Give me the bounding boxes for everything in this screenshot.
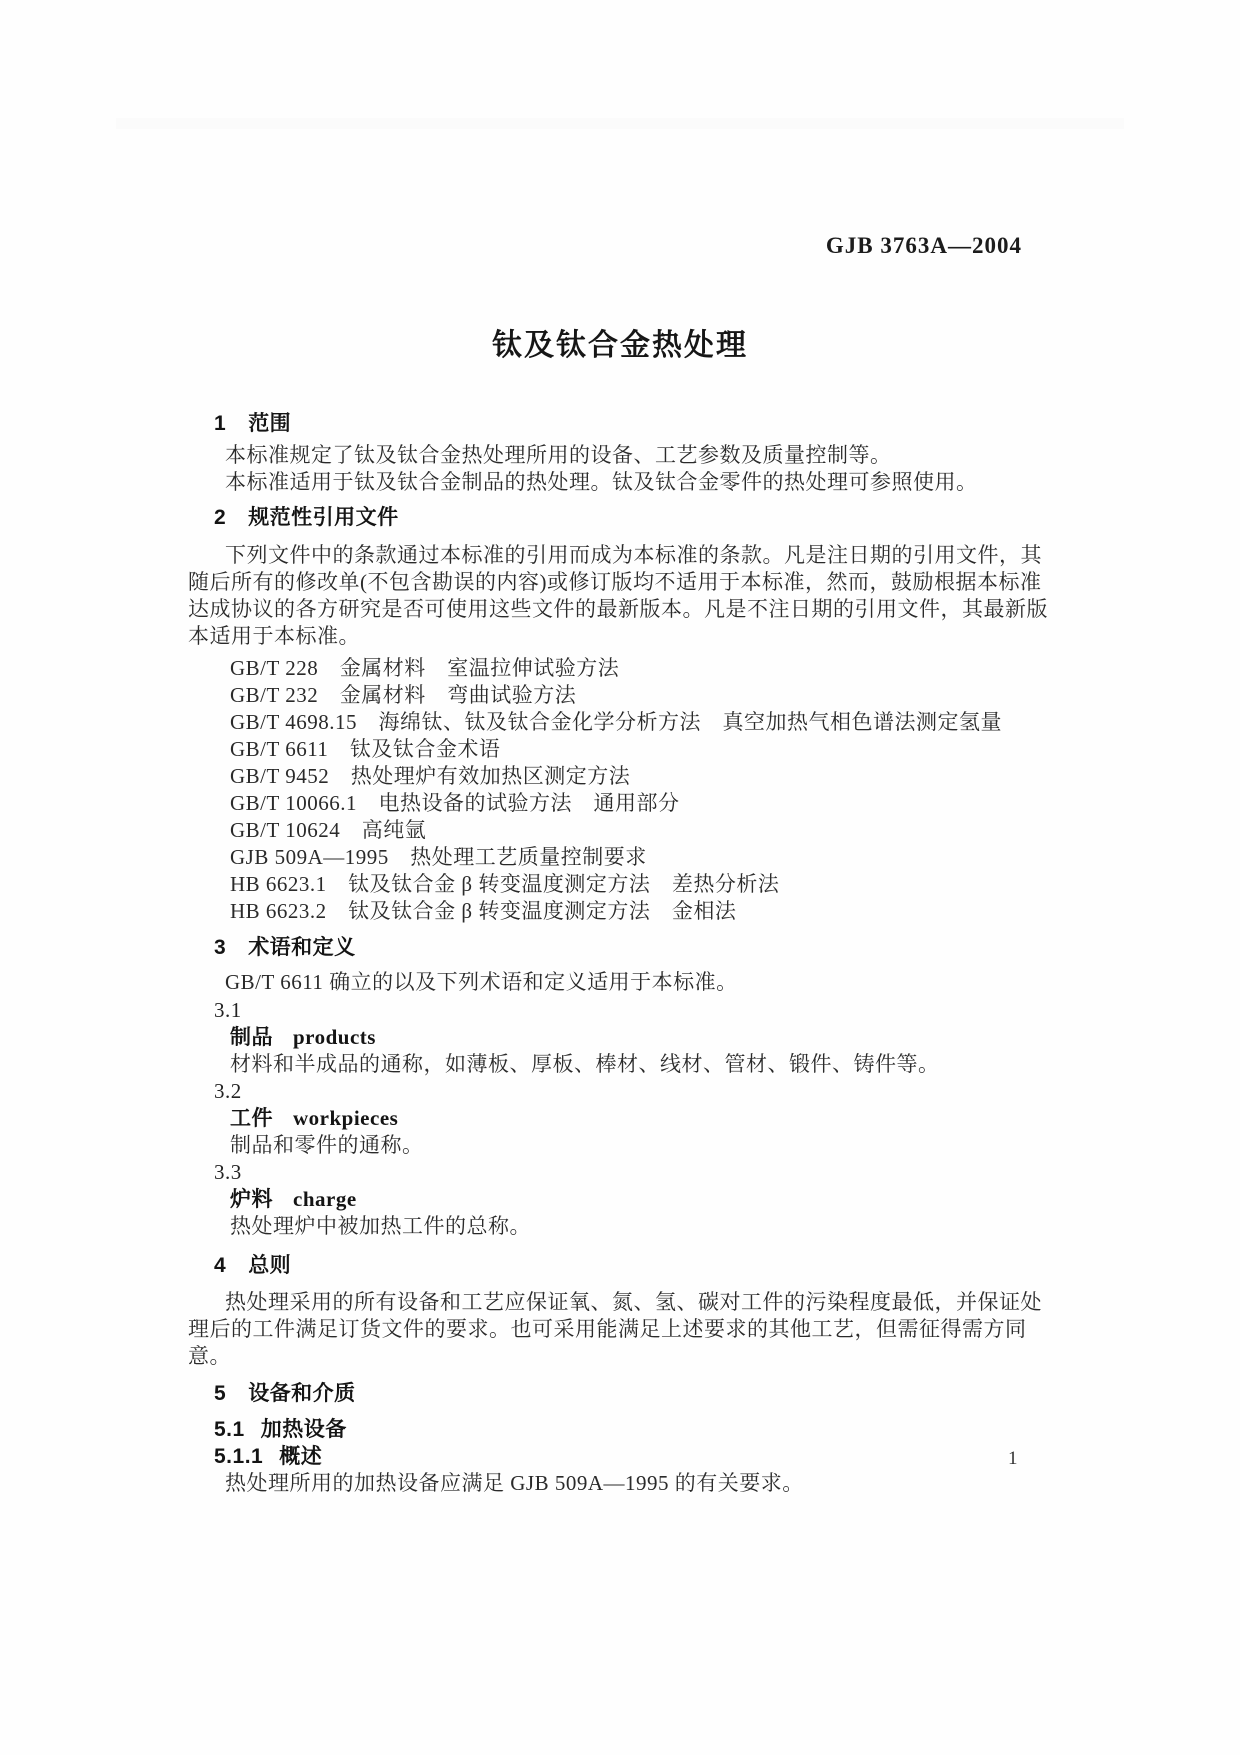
paragraph: 热处理所用的加热设备应满足 GJB 509A—1995 的有关要求。	[225, 1471, 804, 1495]
reference-item: GB/T 232 金属材料 弯曲试验方法	[230, 683, 577, 707]
term-number: 3.3	[214, 1160, 242, 1184]
section-number: 5	[214, 1382, 227, 1405]
section-number: 4	[214, 1254, 227, 1277]
term-name	[230, 1024, 1060, 1051]
section-heading-general	[214, 1252, 1060, 1279]
term-number: 3.1	[214, 998, 242, 1022]
section-number: 5.1	[214, 1418, 245, 1441]
reference-item: HB 6623.2 钛及钛合金 β 转变温度测定方法 金相法	[230, 899, 737, 923]
paragraph: 本标准适用于钛及钛合金制品的热处理。钛及钛合金零件的热处理可参照使用。	[225, 470, 978, 494]
doc-number: GJB 3763A—2004	[825, 233, 1022, 258]
reference-item: GJB 509A—1995 热处理工艺质量控制要求	[230, 845, 647, 869]
paragraph: 下列文件中的条款通过本标准的引用而成为本标准的条款。凡是注日期的引用文件，其随后所有的修改单(不包含勘误的内容)或修订版均不适用于本标准，然而，鼓励根据本标准达成协议的各方研究是否可使用这些文件的最新版本。凡是不注日期的引用文件，其最新版本适用于本标准。	[188, 543, 1048, 648]
reference-item: GB/T 6611 钛及钛合金术语	[230, 737, 501, 761]
paragraph: GB/T 6611 确立的以及下列术语和定义适用于本标准。	[225, 970, 738, 994]
page-number: 1	[1008, 1448, 1018, 1469]
term-name	[230, 1105, 1060, 1132]
term-definition: 热处理炉中被加热工件的总称。	[230, 1214, 531, 1238]
section-title: 规范性引用文件	[248, 506, 399, 529]
page-title: 钛及钛合金热处理	[492, 329, 748, 362]
term-name-en: charge	[293, 1187, 357, 1211]
term-definition: 制品和零件的通称。	[230, 1133, 424, 1157]
paragraph: 热处理采用的所有设备和工艺应保证氧、氮、氢、碳对工件的污染程度最低，并保证处理后的工件满足订货文件的要求。也可采用能满足上述要求的其他工艺，但需征得需方同意。	[188, 1290, 1042, 1368]
section-number: 3	[214, 936, 227, 959]
section-number: 5.1.1	[214, 1445, 264, 1468]
reference-item: GB/T 4698.15 海绵钛、钛及钛合金化学分析方法 真空加热气相色谱法测定氢量	[230, 710, 1002, 734]
reference-item: GB/T 228 金属材料 室温拉伸试验方法	[230, 656, 620, 680]
subsection-heading-overview	[214, 1443, 1060, 1470]
reference-item: GB/T 10066.1 电热设备的试验方法 通用部分	[230, 791, 680, 815]
reference-item: GB/T 10624 高纯氩	[230, 818, 427, 842]
section-title: 术语和定义	[248, 936, 356, 959]
term-name-en: workpieces	[293, 1106, 399, 1130]
term-name-en: products	[293, 1025, 376, 1049]
term-number: 3.2	[214, 1079, 242, 1103]
document-body	[188, 410, 1060, 1497]
reference-item: HB 6623.1 钛及钛合金 β 转变温度测定方法 差热分析法	[230, 872, 780, 896]
term-name-zh: 制品	[230, 1026, 273, 1049]
section-heading-scope	[214, 410, 1060, 437]
term-definition: 材料和半成品的通称，如薄板、厚板、棒材、线材、管材、锻件、铸件等。	[230, 1052, 940, 1076]
section-title: 总则	[248, 1254, 292, 1277]
section-heading-equipment	[214, 1380, 1060, 1407]
term-name-zh: 工件	[230, 1107, 273, 1130]
section-title: 范围	[248, 412, 292, 435]
section-number: 2	[214, 506, 227, 529]
subsection-heading-heating-equipment	[214, 1416, 1060, 1443]
term-name	[230, 1186, 1060, 1213]
paragraph: 本标准规定了钛及钛合金热处理所用的设备、工艺参数及质量控制等。	[225, 443, 892, 467]
scan-artifact-band	[116, 118, 1124, 129]
section-number: 1	[214, 412, 227, 435]
section-title: 概述	[279, 1445, 323, 1468]
section-heading-normative-references	[214, 504, 1060, 531]
section-heading-terms	[214, 934, 1060, 961]
term-name-zh: 炉料	[230, 1188, 273, 1211]
section-title: 设备和介质	[248, 1382, 356, 1405]
section-title: 加热设备	[260, 1418, 347, 1441]
reference-item: GB/T 9452 热处理炉有效加热区测定方法	[230, 764, 631, 788]
